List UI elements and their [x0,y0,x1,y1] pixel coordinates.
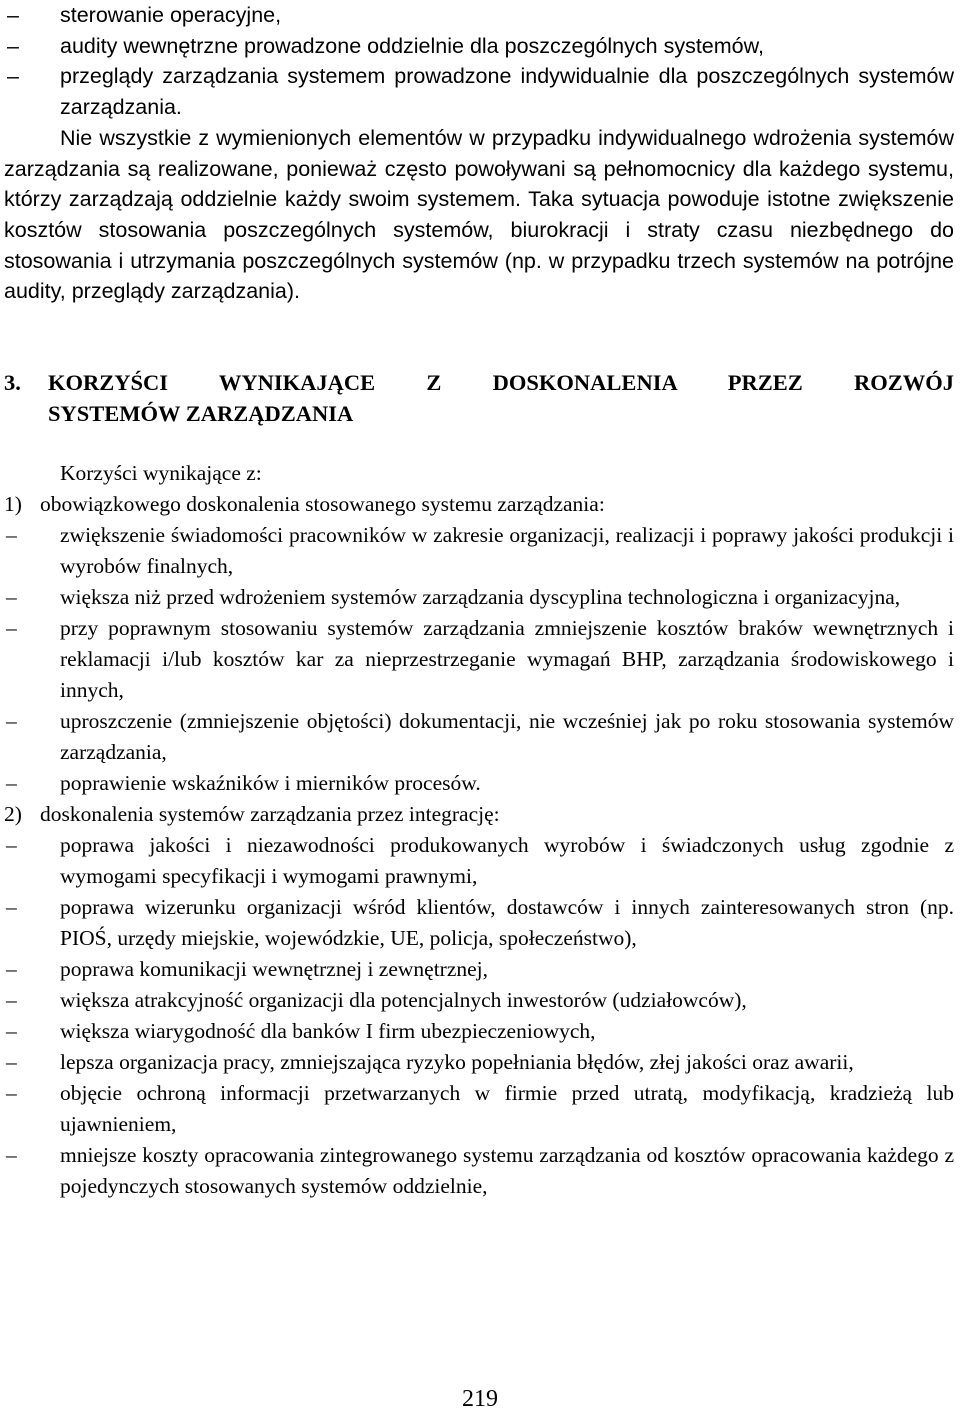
section-heading [4,367,954,429]
list-item: – audity wewnętrzne prowadzone oddzielnie dla poszczególnych systemów, [4,31,954,62]
list-item: – uproszczenie (zmniejszenie objętości) dokumentacji, nie wcześniej jak po roku stosowania systemów zarządzania, [4,706,954,768]
body-paragraph: Nie wszystkie z wymienionych elementów w przypadku indywidualnego wdrożenia systemów zarządzania są realizowane, ponieważ często powoływani są pełnomocnicy dla każdego systemu, którzy zarządzają oddzielnie każdy swoim systemem. Taka sytuacja powoduje istotne zwiększenie kosztów stosowania poszczególnych systemów, biurokracji i straty czasu niezbędnego do stosowania i utrzymania poszczególnych systemów (np. w przypadku trzech systemów na potrójne audity, przeglądy zarządzania). [4,125,954,304]
section-number: 3. [4,370,21,395]
list-item: – mniejsze koszty opracowania zintegrowanego systemu zarządzania od kosztów opracowania każdego z pojedynczych stosowanych systemów oddzielnie, [4,1140,954,1202]
dash-bullet: – [6,709,17,733]
dash-bullet: – [6,1019,17,1043]
dash-bullet: – [6,988,17,1012]
dash-bullet: – [6,771,17,795]
list-item: – poprawienie wskaźników i mierników procesów. [4,768,954,799]
dash-bullet: – [6,957,17,981]
group-1-list [4,520,954,799]
dash-bullet: – [6,616,17,640]
list-item: – zwiększenie świadomości pracowników w zakresie organizacji, realizacji i poprawy jakości produkcji i wyrobów finalnych, [4,520,954,582]
dash-bullet: – [6,1050,17,1074]
dash-bullet: – [6,833,17,857]
list-item: – przeglądy zarządzania systemem prowadzone indywidualnie dla poszczególnych systemów zarządzania. [4,61,954,122]
dash-bullet: – [7,33,19,58]
dash-bullet: – [7,3,19,27]
list-item: – większa wiarygodność dla banków I firm ubezpieczeniowych, [4,1016,954,1047]
dash-bullet: – [6,895,17,919]
page-number: 219 [462,1386,498,1412]
list-item: – poprawa komunikacji wewnętrznej i zewnętrznej, [4,954,954,985]
list-item: – lepsza organizacja pracy, zmniejszająca ryzyko popełniania błędów, złej jakości oraz awarii, [4,1047,954,1078]
dash-bullet: – [6,1143,17,1167]
top-section [4,0,954,307]
list-item: – sterowanie operacyjne, [4,0,954,31]
list-item: – przy poprawnym stosowaniu systemów zarządzania zmniejszenie kosztów braków wewnętrznych i reklamacji i/lub kosztów kar za nieprzestrzeganie wymagań BHP, zarządzania środowiskowego i innych, [4,613,954,706]
dash-bullet: – [6,523,17,547]
list-item: – większa atrakcyjność organizacji dla potencjalnych inwestorów (udziałowców), [4,985,954,1016]
numbered-item-1: 1) obowiązkowego doskonalenia stosowanego systemu zarządzania: [4,492,605,516]
list-item: – poprawa wizerunku organizacji wśród klientów, dostawców i innych zainteresowanych stron (np. PIOŚ, urzędy miejskie, wojewódzkie, UE, policja, społeczeństwo), [4,892,954,954]
list-item: – objęcie ochroną informacji przetwarzanych w firmie przed utratą, modyfikacją, kradzieżą lub ujawnieniem, [4,1078,954,1140]
dash-bullet: – [6,1081,17,1105]
top-dash-list [4,0,954,123]
dash-bullet: – [6,585,17,609]
dash-bullet: – [7,64,19,89]
list-item: – większa niż przed wdrożeniem systemów zarządzania dyscyplina technologiczna i organizacyjna, [4,582,954,613]
benefits-section [4,458,954,1202]
list-item: – poprawa jakości i niezawodności produkowanych wyrobów i świadczonych usług zgodnie z wymogami specyfikacji i wymogami prawnymi, [4,830,954,892]
section-title: KORZYŚCI WYNIKAJĄCE Z DOSKONALENIA PRZEZ ROZWÓJ SYSTEMÓW ZARZĄDZANIA [48,370,954,426]
intro-line: Korzyści wynikające z: [60,461,262,485]
numbered-item-2: 2) doskonalenia systemów zarządzania przez integrację: [4,802,500,826]
group-2-list [4,830,954,1202]
